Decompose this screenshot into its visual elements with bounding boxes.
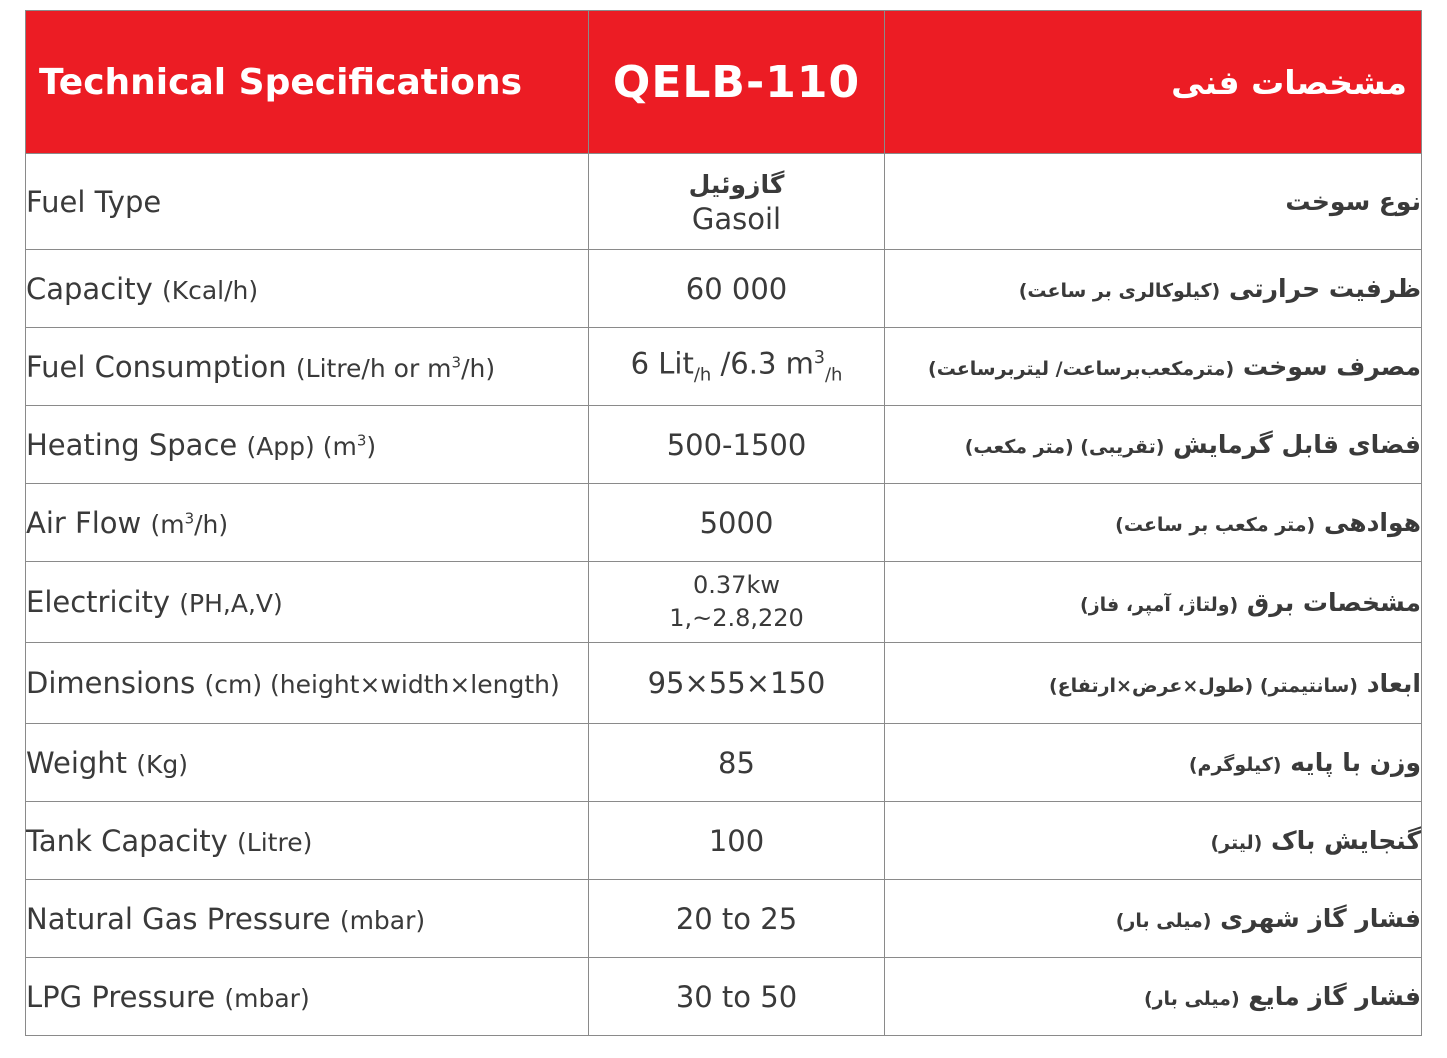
row-english-label (26, 958, 589, 1036)
label-text: ابعاد (1366, 668, 1421, 698)
unit-part: /h) (461, 353, 496, 383)
row-value: 500-1500 (589, 406, 885, 484)
table-row-fuel-consumption (26, 328, 1422, 406)
label-text: ظرفیت حرارتی (1228, 274, 1421, 303)
label-unit: (Litre) (237, 827, 313, 857)
row-persian-label (885, 484, 1422, 562)
label-unit: (کیلوکالری بر ساعت) (1018, 280, 1221, 302)
row-persian-label (885, 328, 1422, 406)
value-part: /6.3 m (711, 346, 814, 381)
row-english-label (26, 250, 589, 328)
table-row-dimensions (26, 643, 1422, 724)
unit-superscript: 3 (184, 509, 195, 528)
row-english-label (26, 880, 589, 958)
label-text: مشخصات برق (1246, 587, 1421, 617)
label-text: Weight (26, 745, 128, 780)
unit-superscript: 3 (356, 431, 367, 450)
value-line-2: 1,~2.8,220 (669, 604, 804, 632)
header-model-name: QELB-110 (589, 11, 885, 154)
row-value (589, 328, 885, 406)
row-persian-label (885, 562, 1422, 643)
label-unit (296, 354, 495, 383)
label-unit: (تقریبی) (متر مکعب) (964, 436, 1165, 458)
label-text: Heating Space (26, 427, 238, 462)
header-english-title: Technical Specifications (26, 11, 589, 154)
label-text: وزن با پایه (1290, 748, 1421, 777)
value-line-1: گازوئیل (688, 169, 785, 199)
label-text: هوادهی (1323, 508, 1421, 537)
header-persian-title: مشخصات فنی (885, 11, 1422, 154)
table-row-air-flow (26, 484, 1422, 562)
label-unit: (Kg) (136, 749, 189, 779)
unit-part: (Litre/h or m (295, 353, 452, 383)
label-unit: (Kcal/h) (161, 275, 259, 305)
value-line-1: 0.37kw (693, 571, 780, 599)
row-english-label (26, 643, 589, 724)
row-value: 95×55×150 (589, 643, 885, 724)
label-text: Fuel Type (26, 184, 162, 219)
value-superscript: 3 (813, 347, 825, 368)
label-unit: (میلی بار) (1115, 910, 1212, 932)
row-persian-label (885, 154, 1422, 250)
label-text: مصرف سوخت (1242, 352, 1421, 381)
row-english-label (26, 406, 589, 484)
spec-table (25, 10, 1422, 1036)
row-persian-label (885, 643, 1422, 724)
value-part: 6 Lit (630, 346, 694, 381)
label-unit (150, 510, 228, 539)
row-value (589, 562, 885, 643)
table-row-heating-space (26, 406, 1422, 484)
label-text: LPG Pressure (26, 979, 216, 1014)
label-text: نوع سوخت (1285, 187, 1421, 216)
row-persian-label (885, 880, 1422, 958)
label-unit: (mbar) (339, 905, 426, 935)
row-value (589, 154, 885, 250)
label-unit: (مترمکعب‌برساعت/ لیتربرساعت) (928, 358, 1235, 380)
label-unit: (ولتاژ، آمپر، فاز) (1080, 593, 1239, 616)
row-english-label (26, 802, 589, 880)
table-row-natural-gas-pressure (26, 880, 1422, 958)
label-text: گنجایش باک (1271, 826, 1421, 855)
row-persian-label (885, 724, 1422, 802)
header-row (26, 11, 1422, 154)
label-text: Electricity (26, 585, 171, 619)
row-persian-label (885, 406, 1422, 484)
unit-part: /h) (194, 509, 229, 539)
label-text: فشار گاز شهری (1220, 904, 1421, 933)
row-english-label (26, 724, 589, 802)
row-english-label (26, 328, 589, 406)
row-persian-label (885, 250, 1422, 328)
label-unit: (میلی بار) (1143, 988, 1240, 1010)
label-unit: (mbar) (224, 983, 310, 1013)
unit-part: (App) (m (246, 431, 357, 461)
row-value: 85 (589, 724, 885, 802)
label-text: فضای قابل گرمایش (1173, 430, 1421, 459)
row-persian-label (885, 802, 1422, 880)
label-text: Fuel Consumption (26, 349, 287, 384)
row-value: 5000 (589, 484, 885, 562)
label-text: Air Flow (26, 505, 142, 540)
unit-part: (m (150, 509, 185, 539)
table-row-capacity (26, 250, 1422, 328)
row-persian-label (885, 958, 1422, 1036)
table-row-weight (26, 724, 1422, 802)
spec-table-header (26, 11, 1422, 154)
row-english-label (26, 154, 589, 250)
label-text: Natural Gas Pressure (26, 901, 331, 936)
row-value: 60 000 (589, 250, 885, 328)
label-unit (246, 432, 376, 461)
row-value: 20 to 25 (589, 880, 885, 958)
label-unit: (کیلوگرم) (1188, 754, 1282, 776)
label-text: Capacity (26, 271, 153, 306)
label-unit: (متر مکعب بر ساعت) (1115, 514, 1316, 536)
unit-superscript: 3 (451, 353, 462, 372)
table-row-tank-capacity (26, 802, 1422, 880)
table-row-electricity (26, 562, 1422, 643)
label-unit: (لیتر) (1210, 832, 1263, 854)
label-unit: (cm) (height×width×length) (204, 670, 560, 699)
label-unit: (سانتیمتر) (طول×عرض×ارتفاع) (1048, 674, 1358, 697)
value-line-2: Gasoil (691, 201, 782, 236)
value-subscript: /h (693, 364, 712, 386)
label-unit: (PH,A,V) (179, 589, 283, 618)
row-value: 100 (589, 802, 885, 880)
table-row-lpg-pressure (26, 958, 1422, 1036)
label-text: Dimensions (26, 666, 196, 700)
spec-table-body (26, 154, 1422, 1036)
row-english-label (26, 484, 589, 562)
row-value: 30 to 50 (589, 958, 885, 1036)
unit-part: ) (366, 431, 377, 461)
label-text: فشار گاز مایع (1248, 982, 1421, 1011)
table-row-fuel-type (26, 154, 1422, 250)
label-text: Tank Capacity (26, 823, 228, 858)
row-english-label (26, 562, 589, 643)
value-subscript: /h (824, 364, 843, 386)
